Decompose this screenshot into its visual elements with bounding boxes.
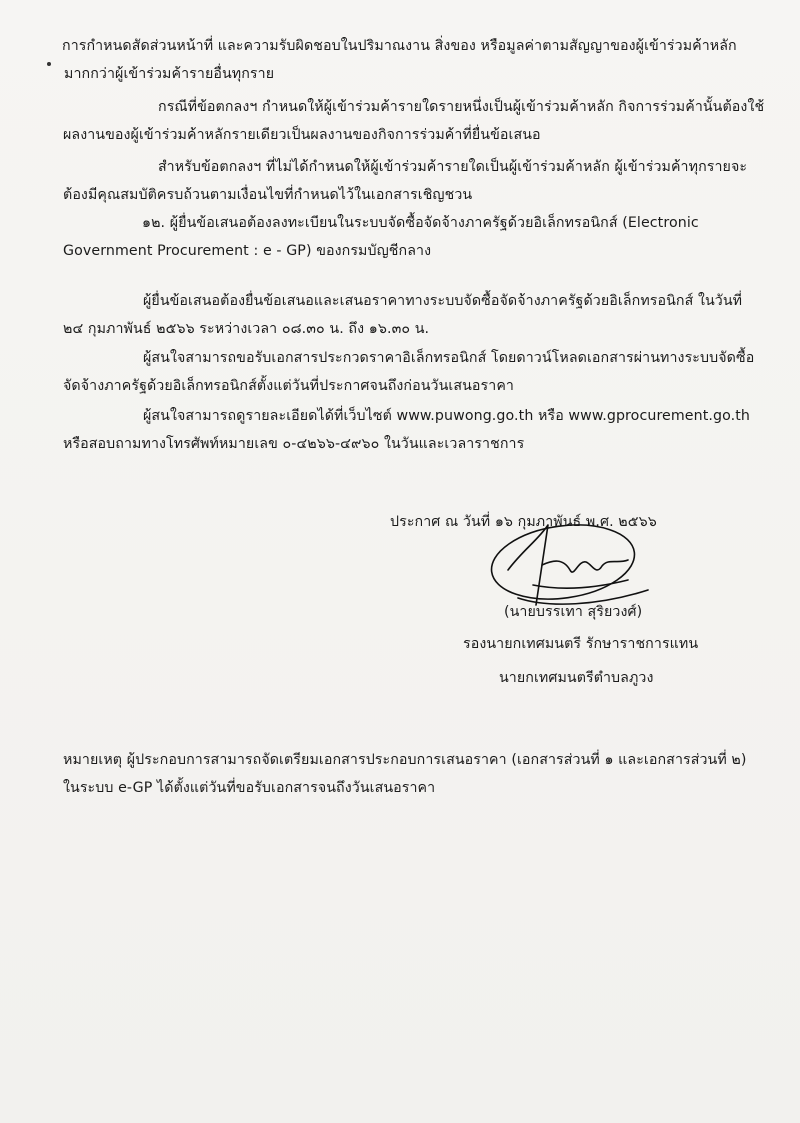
remark-line-1: หมายเหตุ ผู้ประกอบการสามารถจัดเตรียมเอกสารประกอบการเสนอราคา (เอกสารส่วนที่ ๑ และเอกสารส่วนที่ ๒) xyxy=(63,752,747,768)
submission-line-2: ๒๔ กุมภาพันธ์ ๒๕๖๖ ระหว่างเวลา ๐๘.๓๐ น. ถึง ๑๖.๓๐ น. xyxy=(63,321,430,337)
announcement-date: ประกาศ ณ วันที่ ๑๖ กุมภาพันธ์ พ.ศ. ๒๕๖๖ xyxy=(390,514,657,530)
download-line-2: จัดจ้างภาครัฐด้วยอิเล็กทรอนิกส์ตั้งแต่วันที่ประกาศจนถึงก่อนวันเสนอราคา xyxy=(63,378,514,394)
item-12-line-1: ๑๒. ผู้ยื่นข้อเสนอต้องลงทะเบียนในระบบจัดซื้อจัดจ้างภาครัฐด้วยอิเล็กทรอนิกส์ (Electronic xyxy=(142,215,699,231)
paragraph-2-line-2: ผลงานของผู้เข้าร่วมค้าหลักรายเดียวเป็นผลงานของกิจการร่วมค้าที่ยื่นข้อเสนอ xyxy=(63,127,541,143)
paragraph-3-line-1: สำหรับข้อตกลงฯ ที่ไม่ได้กำหนดให้ผู้เข้าร่วมค้ารายใดเป็นผู้เข้าร่วมค้าหลัก ผู้เข้าร่วมค้าทุกรายจะ xyxy=(158,159,748,175)
signatory-position-1: รองนายกเทศมนตรี รักษาราชการแทน xyxy=(463,636,699,652)
paragraph-2-line-1: กรณีที่ข้อตกลงฯ กำหนดให้ผู้เข้าร่วมค้ารายใดรายหนึ่งเป็นผู้เข้าร่วมค้าหลัก กิจการร่วมค้านั้นต้องใช้ xyxy=(158,99,765,115)
speck-mark xyxy=(47,62,51,66)
signatory-name: (นายบรรเทา สุริยวงศ์) xyxy=(504,604,643,620)
signatory-position-2: นายกเทศมนตรีตำบลภูวง xyxy=(499,670,654,686)
contact-line-2: หรือสอบถามทางโทรศัพท์หมายเลข ๐-๔๒๖๖-๔๙๖๐ ในวันและเวลาราชการ xyxy=(63,436,525,452)
submission-line-1: ผู้ยื่นข้อเสนอต้องยื่นข้อเสนอและเสนอราคาทางระบบจัดซื้อจัดจ้างภาครัฐด้วยอิเล็กทรอนิกส์ ในวันที่ xyxy=(143,293,743,309)
paragraph-1-line-2: มากกว่าผู้เข้าร่วมค้ารายอื่นทุกราย xyxy=(64,66,275,82)
contact-line-1: ผู้สนใจสามารถดูรายละเอียดได้ที่เว็บไซต์ www.puwong.go.th หรือ www.gprocurement.go.th xyxy=(143,408,751,424)
paragraph-3-line-2: ต้องมีคุณสมบัติครบถ้วนตามเงื่อนไขที่กำหนดไว้ในเอกสารเชิญชวน xyxy=(63,187,473,203)
paragraph-1-line-1: การกำหนดสัดส่วนหน้าที่ และความรับผิดชอบในปริมาณงาน สิ่งของ หรือมูลค่าตามสัญญาของผู้เข้าร่วมค้าหลัก xyxy=(62,38,737,54)
remark-line-2: ในระบบ e-GP ได้ตั้งแต่วันที่ขอรับเอกสารจนถึงวันเสนอราคา xyxy=(63,780,436,796)
item-12-line-2: Government Procurement : e - GP) ของกรมบัญชีกลาง xyxy=(63,243,432,259)
download-line-1: ผู้สนใจสามารถขอรับเอกสารประกวดราคาอิเล็กทรอนิกส์ โดยดาวน์โหลดเอกสารผ่านทางระบบจัดซื้อ xyxy=(143,350,755,366)
